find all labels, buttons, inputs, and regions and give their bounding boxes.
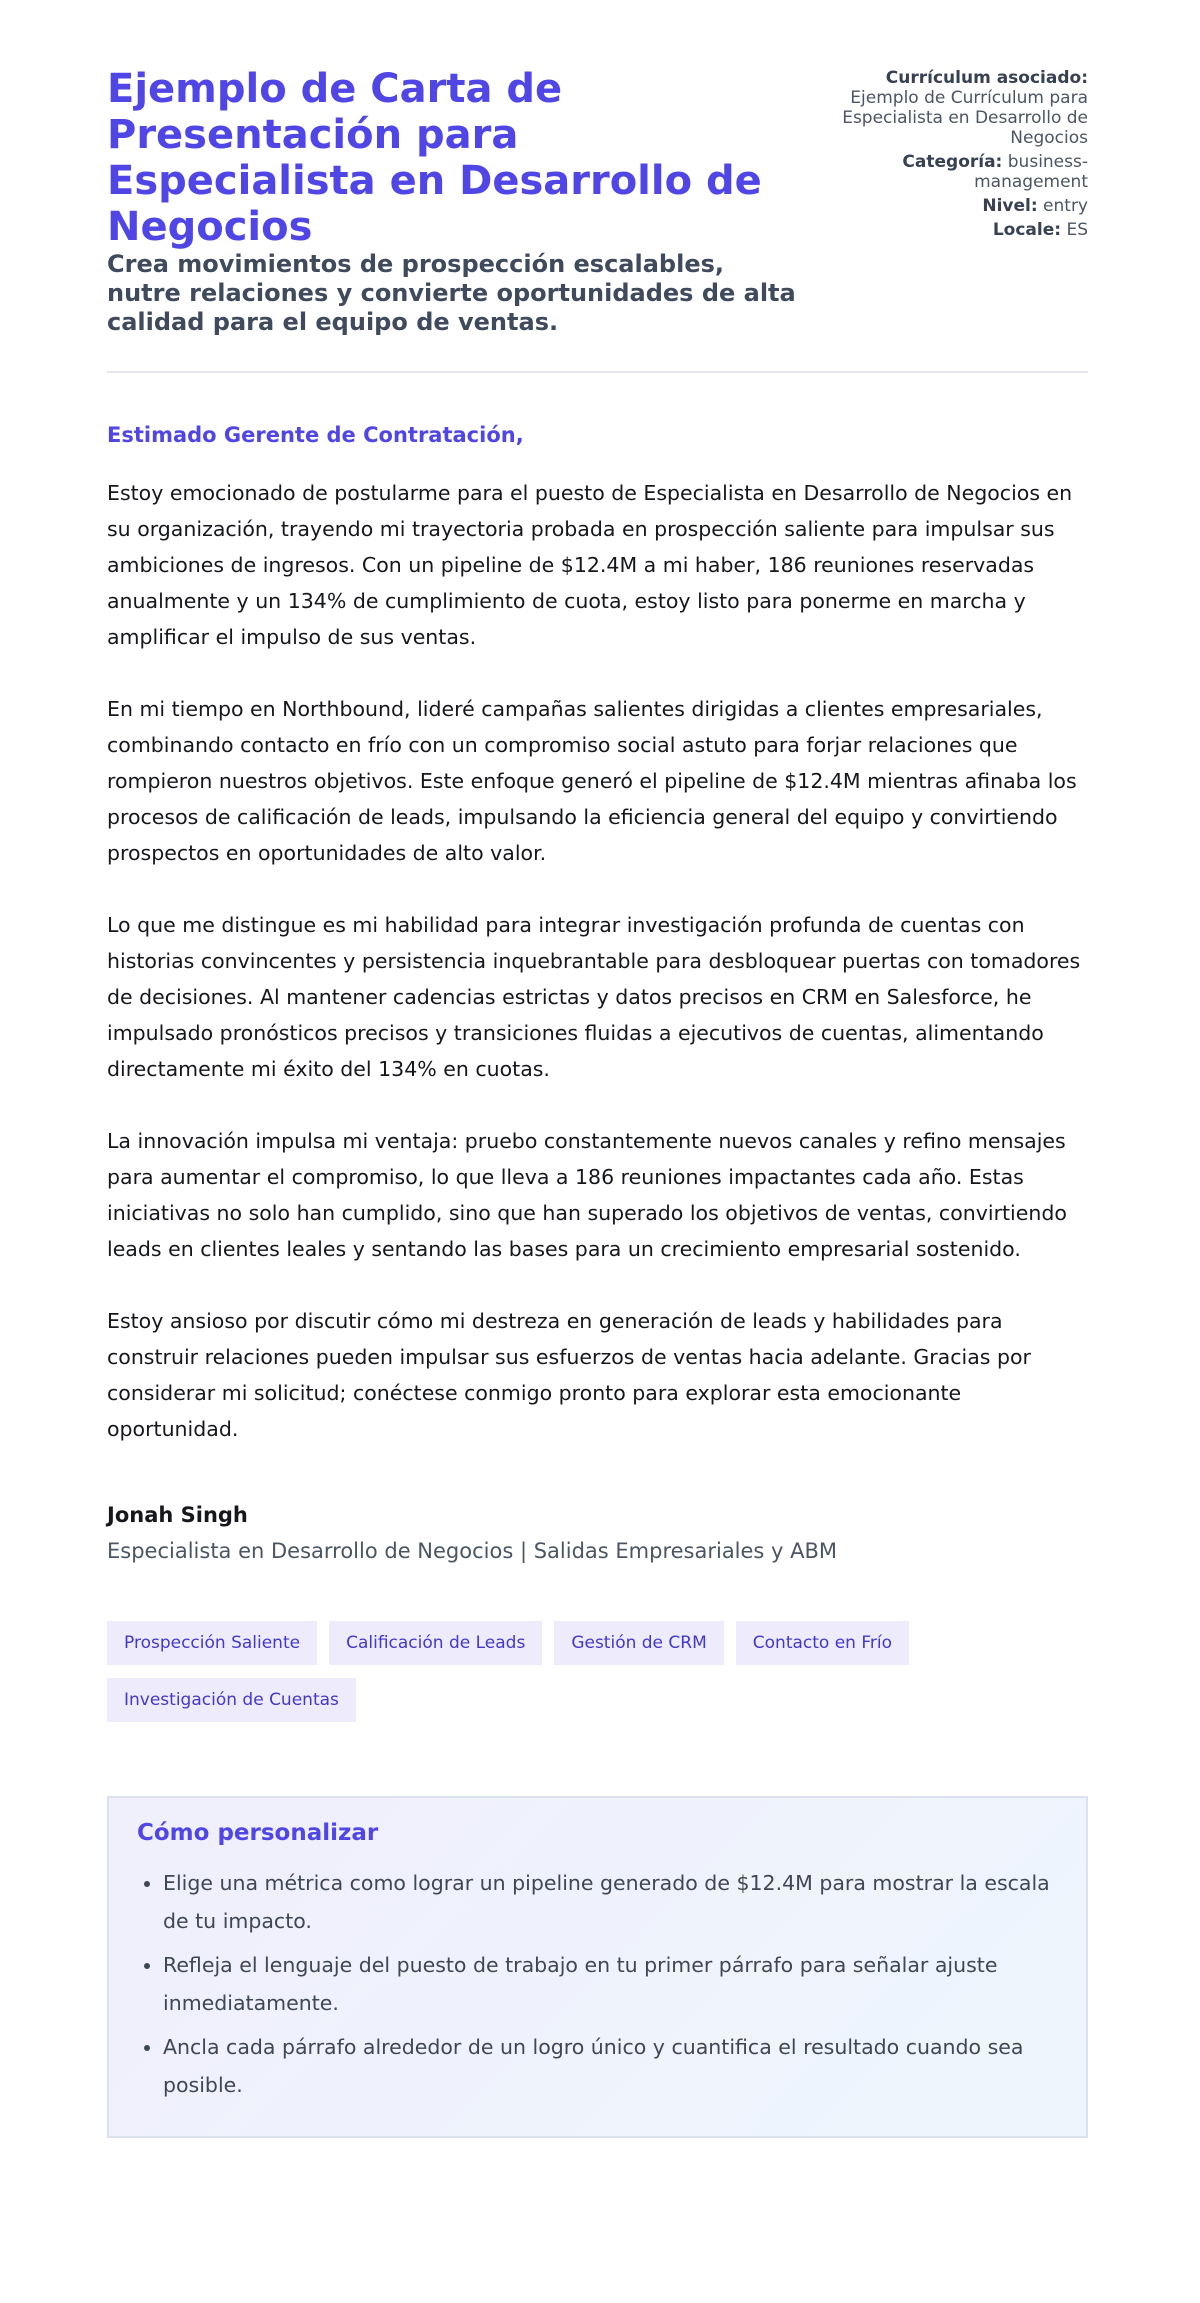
meta-level-label: Nivel: [982,196,1038,216]
letter-paragraph: Estoy emocionado de postularme para el puesto de Especialista en Desarrollo de Negocios en su organización, trayendo mi trayectoria probada en prospección saliente para impulsar sus ambiciones de ingresos. Con un pipeline de $12.4M a mi haber, 186 reuniones reservadas anualmente y un 134% de cumplimiento de cuota, estoy listo para ponerme en marcha y amplificar el impulso de sus ventas. [107,481,1073,649]
meta-locale-label: Locale: [992,220,1062,240]
meta-resume [816,68,1088,148]
signature-name: Jonah Singh [107,1503,248,1527]
page-subtitle: Crea movimientos de prospección escalables, nutre relaciones y convierte oportunidades de alta calidad para el equipo de ventas. [107,250,796,336]
meta-level-value: entry [1043,196,1088,216]
page-title: Ejemplo de Carta de Presentación para Especialista en Desarrollo de Negocios [107,66,762,250]
skill-tag: Calificación de Leads [329,1621,542,1665]
meta-resume-value: Ejemplo de Currículum para Especialista en Desarrollo de Negocios [842,88,1088,148]
cover-letter-page [107,66,1088,2138]
letter-greeting: Estimado Gerente de Contratación, [107,423,524,447]
skill-tag: Contacto en Frío [736,1621,909,1665]
page-header [107,66,1088,373]
skill-tag: Prospección Saliente [107,1621,317,1665]
tip-item: • Refleja el lenguaje del puesto de trabajo en tu primer párrafo para señalar ajuste inmediatamente. [163,1946,1058,2022]
signature-title: Especialista en Desarrollo de Negocios | Salidas Empresariales y ABM [107,1539,838,1563]
meta-category-value: business-management [974,152,1088,192]
meta-category-label: Categoría: [902,152,1003,172]
tips-list [137,1864,1058,2104]
meta-level [816,196,1088,216]
letter-paragraph: Estoy ansioso por discutir cómo mi destreza en generación de leads y habilidades para construir relaciones pueden impulsar sus esfuerzos de ventas hacia adelante. Gracias por considerar mi solicitud; conéctese conmigo pronto para explorar esta emocionante oportunidad. [107,1309,1031,1441]
letter-paragraph: La innovación impulsa mi ventaja: pruebo constantemente nuevos canales y refino mensajes para aumentar el compromiso, lo que lleva a 186 reuniones impactantes cada año. Estas iniciativas no solo han cumplido, sino que han superado los objetivos de ventas, convirtiendo leads en clientes leales y sentando las bases para un crecimiento empresarial sostenido. [107,1129,1067,1261]
meta-category [816,152,1088,192]
tip-item: • Ancla cada párrafo alrededor de un logro único y cuantifica el resultado cuando sea posible. [163,2028,1058,2104]
tip-item: • Elige una métrica como lograr un pipeline generado de $12.4M para mostrar la escala de tu impacto. [163,1864,1058,1940]
letter-paragraph: Lo que me distingue es mi habilidad para integrar investigación profunda de cuentas con historias convincentes y persistencia inquebrantable para desbloquear puertas con tomadores de decisiones. Al mantener cadencias estrictas y datos precisos en CRM en Salesforce, he impulsado pronósticos precisos y transiciones fluidas a ejecutivos de cuentas, alimentando directamente mi éxito del 134% en cuotas. [107,913,1081,1081]
meta-info [816,68,1088,244]
tips-title: Cómo personalizar [137,1820,379,1846]
skill-tags [107,1621,947,1722]
skill-tag: Gestión de CRM [554,1621,723,1665]
title-block [107,66,797,337]
meta-resume-label: Currículum asociado: [885,68,1088,88]
letter-paragraph: En mi tiempo en Northbound, lideré campañas salientes dirigidas a clientes empresariales, combinando contacto en frío con un compromiso social astuto para forjar relaciones que rompieron nuestros objetivos. Este enfoque generó el pipeline de $12.4M mientras afinaba los procesos de calificación de leads, impulsando la eficiencia general del equipo y convirtiendo prospectos en oportunidades de alto valor. [107,697,1077,865]
skill-tag: Investigación de Cuentas [107,1678,356,1722]
customize-tips-box [107,1796,1088,2138]
meta-locale-value: ES [1066,220,1088,240]
letter-body [107,475,1088,1447]
meta-locale [816,220,1088,240]
